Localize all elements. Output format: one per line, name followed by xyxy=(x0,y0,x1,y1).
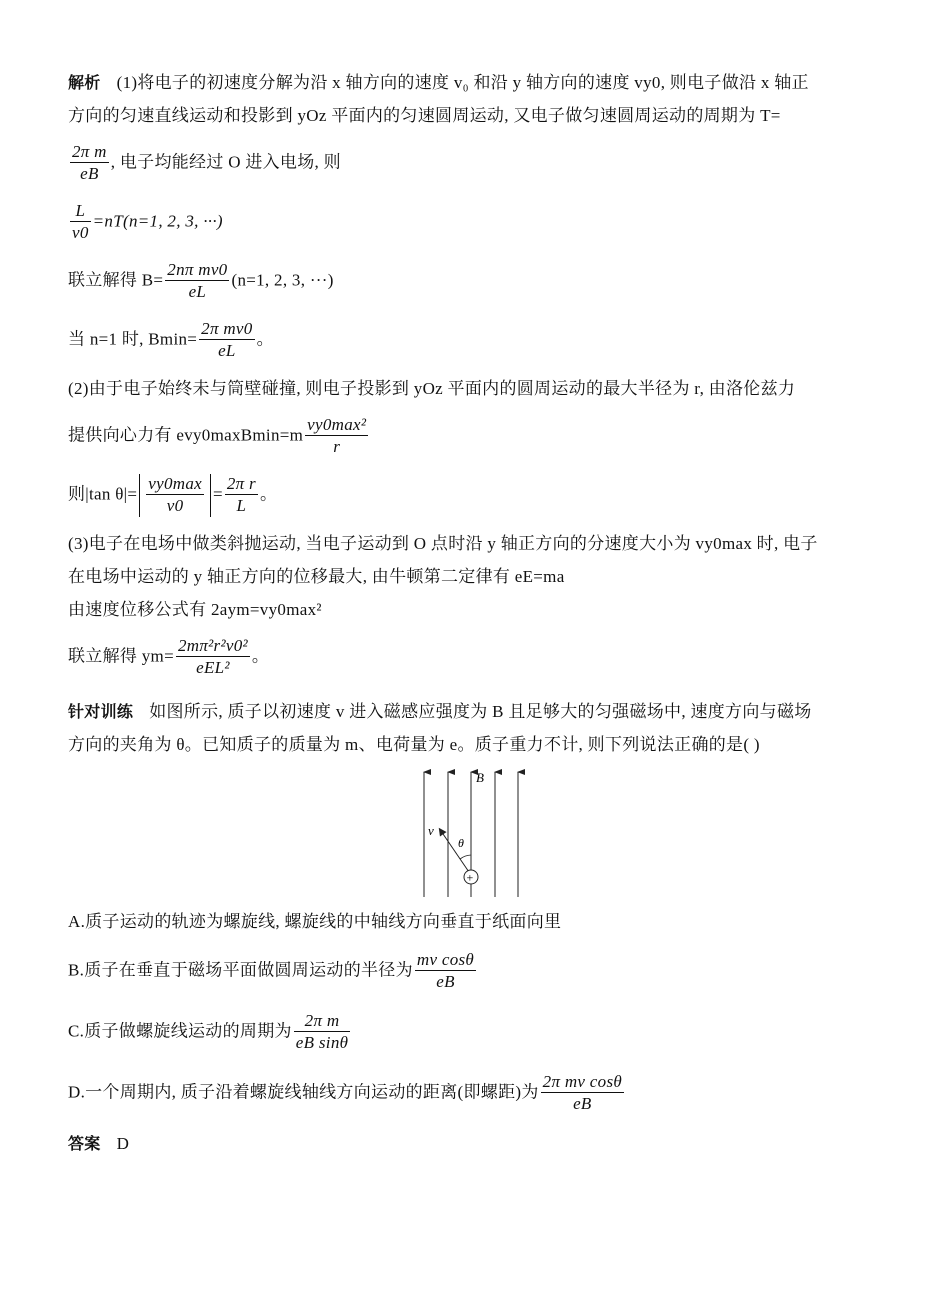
choice-a: A.质子运动的轨迹为螺旋线, 螺旋线的中轴线方向垂直于纸面向里 xyxy=(68,912,562,931)
angle-arc xyxy=(460,855,471,859)
fraction-numerator: 2π mv cosθ xyxy=(542,1072,623,1091)
training-text-line-2: 方向的夹角为 θ。已知质子的质量为 m、电荷量为 e。质子重力不计, 则下列说法正确的是( ) xyxy=(68,735,760,754)
answer-label: 答案 xyxy=(68,1134,101,1153)
fraction-numerator: 2π m xyxy=(304,1011,340,1030)
choice-d-fraction xyxy=(541,1072,624,1115)
training-text-line-1: 如图所示, 质子以初速度 v 进入磁感应强度为 B 且足够大的匀强磁场中, 速度方向与磁场 xyxy=(149,702,812,721)
answer-line xyxy=(68,1127,883,1160)
solve-b-fraction xyxy=(165,260,229,303)
bmin-head: 当 n=1 时, Bmin= xyxy=(68,329,198,349)
answer-value: D xyxy=(116,1134,130,1153)
proton-charge: + xyxy=(466,870,473,885)
tan-abs-fraction xyxy=(146,474,204,517)
fraction-denominator: eL xyxy=(165,280,229,303)
fraction-denominator: eB xyxy=(415,970,476,993)
fraction-numerator: vy0max xyxy=(148,474,202,493)
choice-d-text: D.一个周期内, 质子沿着螺旋线轴线方向运动的距离(即螺距)为 xyxy=(68,1082,539,1102)
period-formula-line xyxy=(68,136,883,191)
choice-b-fraction xyxy=(415,950,476,993)
choice-c xyxy=(68,1005,883,1060)
analysis-text-line-3: , 电子均能经过 O 进入电场, 则 xyxy=(110,152,341,172)
fraction-denominator: L xyxy=(225,494,258,517)
fraction-denominator: eB sinθ xyxy=(295,1033,349,1052)
ym-tail: 。 xyxy=(251,646,270,666)
equation-1 xyxy=(68,195,883,250)
choice-c-fraction xyxy=(294,1011,350,1054)
document-page xyxy=(68,66,883,1166)
fraction-numerator: L xyxy=(75,201,86,220)
solve-b-line xyxy=(68,254,883,309)
bmin-fraction xyxy=(199,319,254,362)
solve-b-tail: (n=1, 2, 3, ···) xyxy=(231,270,334,290)
analysis-part-3-line-2: 在电场中运动的 y 轴正方向的位移最大, 由牛顿第二定律有 eE=ma xyxy=(68,567,565,586)
analysis-text-line-2: 方向的匀速直线运动和投影到 yOz 平面内的匀速圆周运动, 又电子做匀速圆周运动的周期为 T= xyxy=(68,106,781,125)
training-question-line-1 xyxy=(68,695,883,728)
label-v: v xyxy=(427,823,434,838)
absolute-value xyxy=(139,474,211,517)
choice-d xyxy=(68,1066,883,1121)
fraction-numerator: mv cosθ xyxy=(416,950,475,969)
choice-c-text: C.质子做螺旋线运动的周期为 xyxy=(68,1021,292,1041)
ym-fraction xyxy=(176,636,250,679)
magnetic-field-figure xyxy=(416,769,536,899)
equation-1-tail: =nT(n=1, 2, 3, ···) xyxy=(92,211,223,231)
equation-1-fraction xyxy=(70,201,91,244)
solve-b-head: 联立解得 B= xyxy=(68,270,164,290)
tan-head: 则|tan θ|= xyxy=(68,484,138,504)
fraction-denominator: eL xyxy=(199,339,254,362)
fraction-numerator: 2π mv0 xyxy=(201,319,253,338)
tan-fraction xyxy=(225,474,258,517)
fraction-denominator: v0 xyxy=(146,494,204,517)
analysis-part-2-line-1: (2)由于电子始终未与筒壁碰撞, 则电子投影到 yOz 平面内的圆周运动的最大半径为 r, 由洛伦兹力 xyxy=(68,379,796,398)
choice-b xyxy=(68,944,883,999)
lorentz-fraction xyxy=(305,415,368,458)
period-fraction xyxy=(70,142,109,185)
analysis-paragraph-1 xyxy=(68,66,883,99)
ym-line xyxy=(68,630,883,685)
lorentz-head: 提供向心力有 evy0maxBmin=m xyxy=(68,425,304,445)
fraction-denominator: eB xyxy=(541,1092,624,1115)
fraction-numerator: 2π r xyxy=(226,474,256,493)
label-theta: θ xyxy=(457,836,464,850)
fraction-numerator: 2π m xyxy=(72,142,107,161)
fraction-denominator: v0 xyxy=(72,223,89,242)
analysis-part-3-line-1: (3)电子在电场中做类斜抛运动, 当电子运动到 O 点时沿 y 轴正方向的分速度大小为 vy0max 时, 电子 xyxy=(68,534,818,553)
label-b: B xyxy=(475,770,484,785)
training-label: 针对训练 xyxy=(68,702,134,721)
velocity-arrow xyxy=(441,831,471,875)
lorentz-line xyxy=(68,409,883,464)
analysis-text-line-1: (1)将电子的初速度分解为沿 x 轴方向的速度 v₀ 和沿 y 轴方向的速度 vy0, 则电子做沿 x 轴正 xyxy=(116,73,809,92)
tan-equals: = xyxy=(212,484,223,504)
field-diagram xyxy=(416,769,536,899)
bmin-line xyxy=(68,313,883,368)
analysis-label: 解析 xyxy=(68,73,101,92)
tan-tail: 。 xyxy=(259,484,278,504)
tan-line xyxy=(68,468,883,523)
fraction-denominator: eB xyxy=(70,162,109,185)
choice-b-text: B.质子在垂直于磁场平面做圆周运动的半径为 xyxy=(68,960,413,980)
fraction-numerator: 2nπ mv0 xyxy=(167,260,228,279)
analysis-part-3-line-3: 由速度位移公式有 2aym=vy0max² xyxy=(68,600,322,619)
bmin-tail: 。 xyxy=(256,329,274,349)
fraction-denominator: r xyxy=(305,435,368,458)
fraction-denominator: eEL² xyxy=(176,656,250,679)
ym-head: 联立解得 ym= xyxy=(68,646,174,666)
fraction-numerator: vy0max² xyxy=(307,415,367,434)
fraction-numerator: 2mπ²r²v0² xyxy=(177,636,248,655)
